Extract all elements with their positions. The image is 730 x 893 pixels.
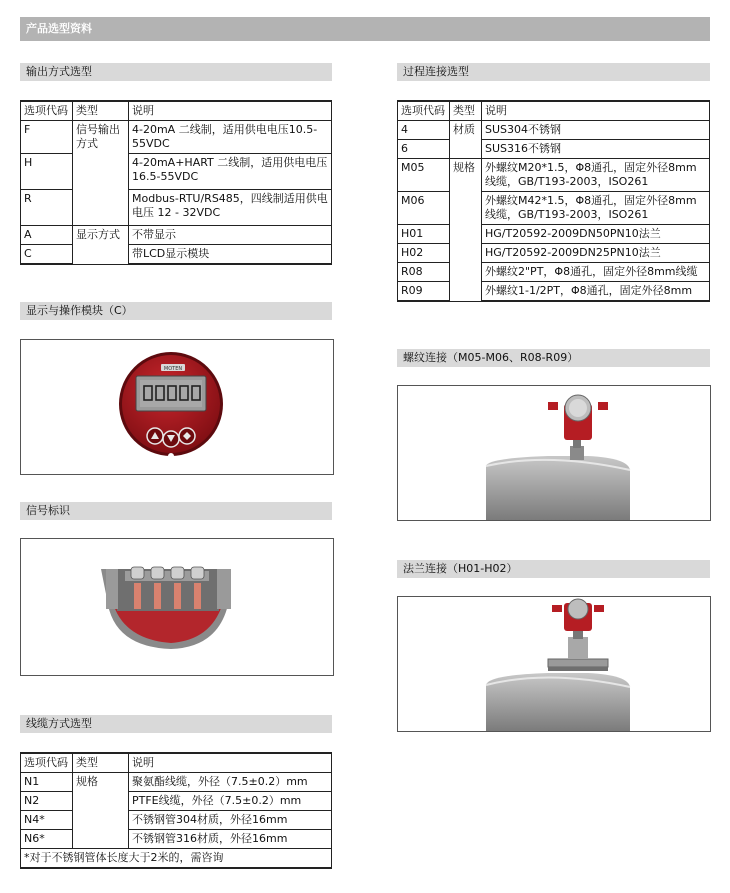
option-code: R08 (398, 263, 450, 282)
option-desc: SUS316不锈钢 (482, 140, 710, 159)
option-desc: 4-20mA 二线制，适用供电电压10.5-55VDC (129, 121, 332, 154)
table-row (398, 244, 710, 263)
table-note-row (21, 849, 332, 869)
option-desc: 4-20mA+HART 二线制，适用供电电压16.5-55VDC (129, 154, 332, 190)
option-code: F (21, 121, 73, 154)
display-module-image (20, 339, 334, 475)
type-cell: 材质 (450, 121, 482, 159)
type-cell: 信号输出方式 (73, 121, 129, 226)
thread-section-title: 螺纹连接（M05-M06、R08-R09） (397, 349, 710, 367)
display-brand-label: MOTEN (163, 366, 183, 372)
option-desc: PTFE线缆，外径（7.5±0.2）mm (129, 792, 332, 811)
option-code: R09 (398, 282, 450, 302)
table-row (398, 263, 710, 282)
type-cell: 显示方式 (73, 226, 129, 265)
option-code: H (21, 154, 73, 190)
option-desc: 不锈钢管316材质，外径16mm (129, 830, 332, 849)
option-code: C (21, 245, 73, 265)
table-header-row (398, 101, 710, 121)
option-desc: 不锈钢管304材质，外径16mm (129, 811, 332, 830)
display-section-title: 显示与操作模块（C） (20, 302, 332, 320)
option-code: A (21, 226, 73, 245)
table-row (21, 226, 332, 245)
flange-connection-image (397, 596, 711, 732)
type-cell: 规格 (73, 773, 129, 849)
table-row (398, 282, 710, 302)
process-table (397, 100, 710, 302)
header-desc: 说明 (129, 101, 332, 121)
option-code: 6 (398, 140, 450, 159)
table-row (398, 159, 710, 192)
table-row (21, 121, 332, 154)
option-code: H01 (398, 225, 450, 244)
signal-terminal-image (20, 538, 334, 676)
table-header-row (21, 101, 332, 121)
option-desc: Modbus-RTU/RS485，四线制适用供电电压 12 - 32VDC (129, 190, 332, 226)
option-desc: 聚氨酯线缆，外径（7.5±0.2）mm (129, 773, 332, 792)
header-type: 类型 (450, 101, 482, 121)
flange-section-title: 法兰连接（H01-H02） (397, 560, 710, 578)
option-code: N6* (21, 830, 73, 849)
table-row (21, 773, 332, 792)
option-code: N1 (21, 773, 73, 792)
display-keys (147, 428, 195, 447)
cable-note: *对于不锈钢管体长度大于2米的，需咨询 (21, 849, 332, 869)
output-section-title: 输出方式选型 (20, 63, 332, 81)
option-desc: HG/T20592-2009DN25PN10法兰 (482, 244, 710, 263)
process-section-title: 过程连接选型 (397, 63, 710, 81)
option-code: N4* (21, 811, 73, 830)
table-row (398, 140, 710, 159)
header-desc: 说明 (129, 753, 332, 773)
option-desc: 带LCD显示模块 (129, 245, 332, 265)
header-code: 选项代码 (21, 753, 73, 773)
option-code: H02 (398, 244, 450, 263)
header-code: 选项代码 (398, 101, 450, 121)
header-type: 类型 (73, 753, 129, 773)
option-desc: 外螺纹1-1/2PT，Φ8通孔，固定外径8mm (482, 282, 710, 302)
option-desc: 外螺纹M42*1.5，Φ8通孔，固定外径8mm线缆，GB/T193-2003，ISO261 (482, 192, 710, 225)
table-row (398, 192, 710, 225)
option-desc: 外螺纹M20*1.5，Φ8通孔，固定外径8mm线缆，GB/T193-2003，ISO261 (482, 159, 710, 192)
table-row (21, 792, 332, 811)
type-cell: 规格 (450, 159, 482, 302)
page-title: 产品选型资料 (20, 17, 710, 41)
cable-table (20, 752, 332, 869)
table-row (21, 811, 332, 830)
option-code: M06 (398, 192, 450, 225)
option-code: M05 (398, 159, 450, 192)
table-row (398, 225, 710, 244)
table-row (21, 154, 332, 190)
table-header-row (21, 753, 332, 773)
option-code: R (21, 190, 73, 226)
cable-section-title: 线缆方式选型 (20, 715, 332, 733)
table-row (21, 190, 332, 226)
header-code: 选项代码 (21, 101, 73, 121)
option-desc: SUS304不锈钢 (482, 121, 710, 140)
header-desc: 说明 (482, 101, 710, 121)
output-table (20, 100, 332, 265)
option-code: 4 (398, 121, 450, 140)
signal-section-title: 信号标识 (20, 502, 332, 520)
option-desc: 不带显示 (129, 226, 332, 245)
thread-connection-image (397, 385, 711, 521)
option-desc: 外螺纹2"PT，Φ8通孔，固定外径8mm线缆 (482, 263, 710, 282)
option-code: N2 (21, 792, 73, 811)
header-type: 类型 (73, 101, 129, 121)
table-row (398, 121, 710, 140)
option-desc: HG/T20592-2009DN50PN10法兰 (482, 225, 710, 244)
table-row (21, 830, 332, 849)
table-row (21, 245, 332, 265)
